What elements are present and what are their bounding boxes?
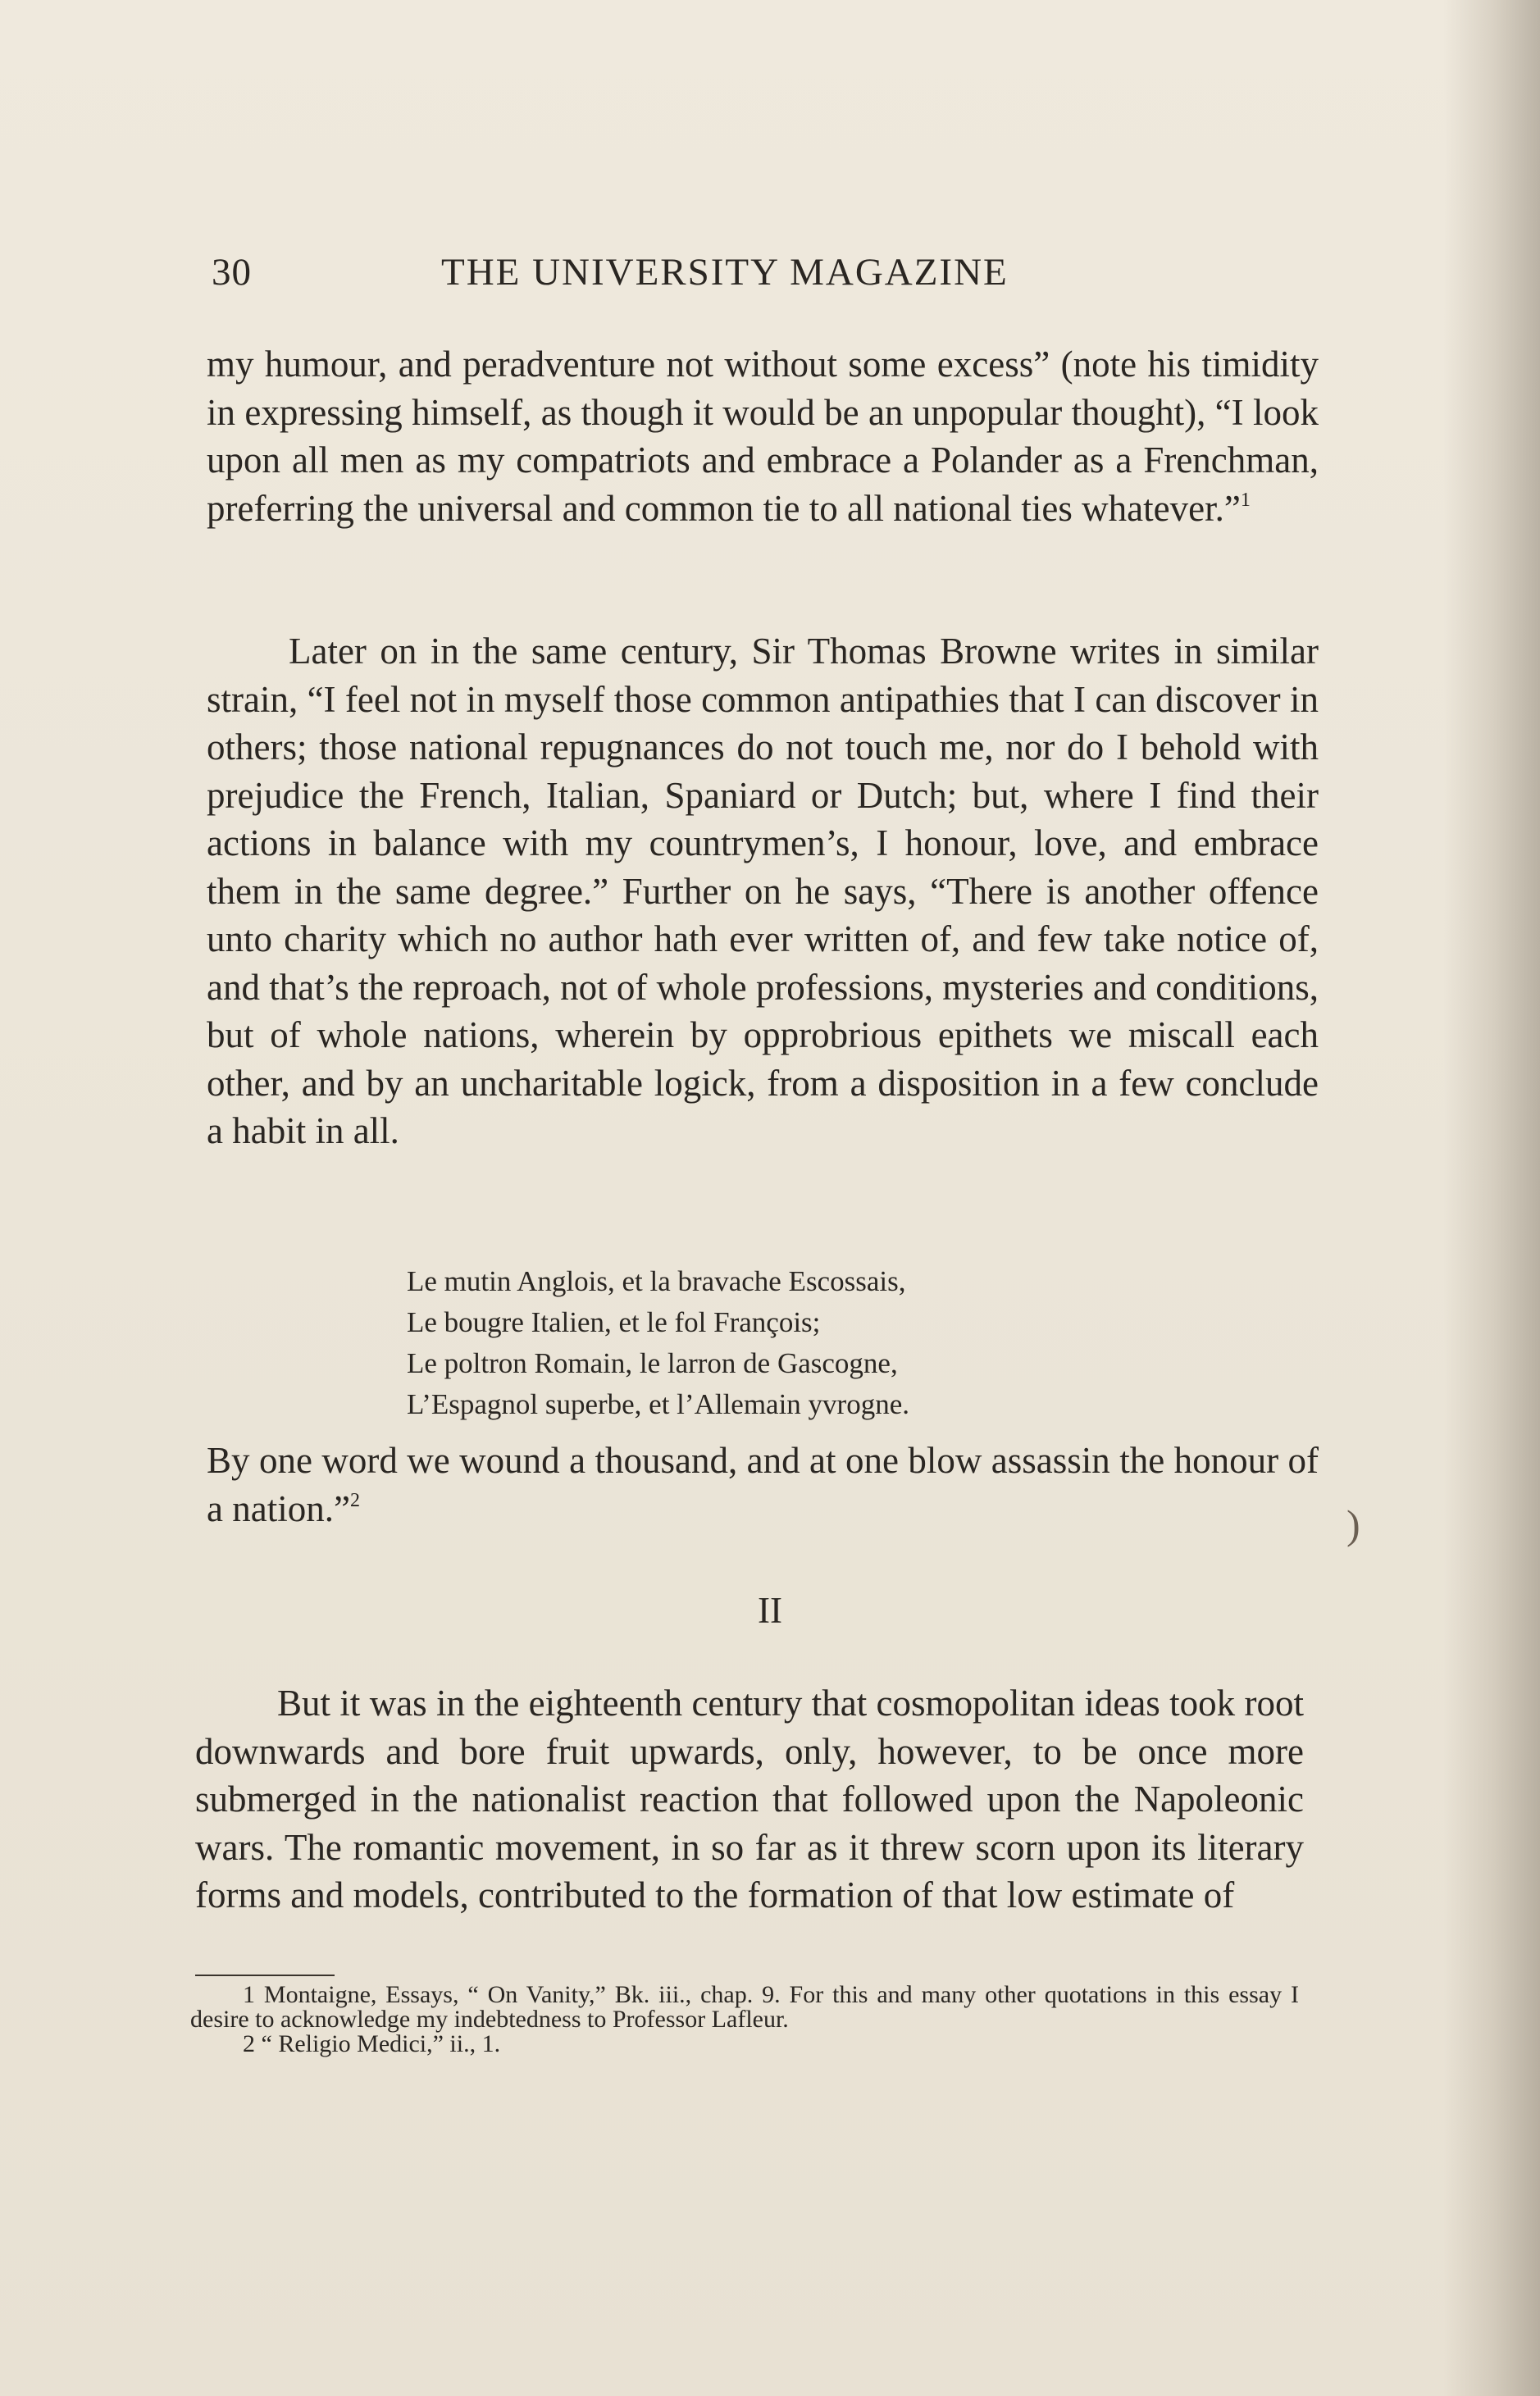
footnotes	[190, 1983, 1299, 2057]
verse-line: Le mutin Anglois, et la bravache Escossais,	[407, 1265, 906, 1297]
verse-line: Le poltron Romain, le larron de Gascogne,	[407, 1347, 898, 1379]
paragraph-text: But it was in the eighteenth century that cosmopolitan ideas took root downwards and bore fruit upwards, only, however, to be once more submerged in the nationalist reaction that followed upon the Napoleonic wars. The romantic movement, in so far as it threw scorn upon its literary forms and models, contributed to the formation of that low estimate of	[195, 1683, 1304, 1915]
paragraph-after-verse	[207, 1437, 1319, 1533]
paragraph-text: my humour, and peradventure not without some excess” (note his timidity in expressing himself, as though it would be an unpopular thought), “I look upon all men as my compatriots and embrace a Polander as a Frenchman, preferring the universal and common tie to all national ties whatever.”	[207, 344, 1319, 529]
page-number: 30	[212, 251, 252, 294]
footnote-ref-1: 1	[1240, 489, 1251, 511]
paragraph-text: By one word we wound a thousand, and at one blow assassin the honour of a nation.”	[207, 1440, 1319, 1529]
footnote-2: 2 “ Religio Medici,” ii., 1.	[243, 2030, 501, 2057]
running-head	[212, 250, 1097, 299]
footnote-1: 1 Montaigne, Essays, “ On Vanity,” Bk. iii., chap. 9. For this and many other quotations in this essay I desire to acknowledge my indebtedness to Professor Lafleur.	[190, 1981, 1299, 2033]
magazine-title: THE UNIVERSITY MAGAZINE	[441, 251, 1009, 294]
verse-quotation	[407, 1261, 909, 1425]
margin-mark: )	[1346, 1501, 1360, 1547]
paragraph-text: Later on in the same century, Sir Thomas Browne writes in similar strain, “I feel not in myself those common antipathies that I can discover in others; those national repugnances do not touch me, nor do I behold with prejudice the French, Italian, Spaniard or Dutch; but, where I find their actions in balance with my countrymen’s, I honour, love, and embrace them in the same degree.” Further on he says, “There is another offence unto charity which no author hath ever written of, and few take notice of, and that’s the reproach, not of whole professions, mysteries and conditions, but of whole nations, wherein by opprobrious epithets we miscall each other, and by an uncharitable logick, from a disposition in a few conclude a habit in all.	[207, 631, 1319, 1151]
footnote-ref-2: 2	[349, 1489, 360, 1511]
paragraph-continuation	[207, 340, 1319, 532]
verse-line: L’Espagnol superbe, et l’Allemain yvrogne.	[407, 1388, 909, 1420]
paragraph-eighteenth-century	[195, 1679, 1304, 1920]
verse-line: Le bougre Italien, et le fol François;	[407, 1306, 821, 1338]
footnote-divider	[195, 1975, 335, 1976]
paragraph-browne	[207, 627, 1319, 1155]
section-heading: II	[758, 1590, 782, 1631]
